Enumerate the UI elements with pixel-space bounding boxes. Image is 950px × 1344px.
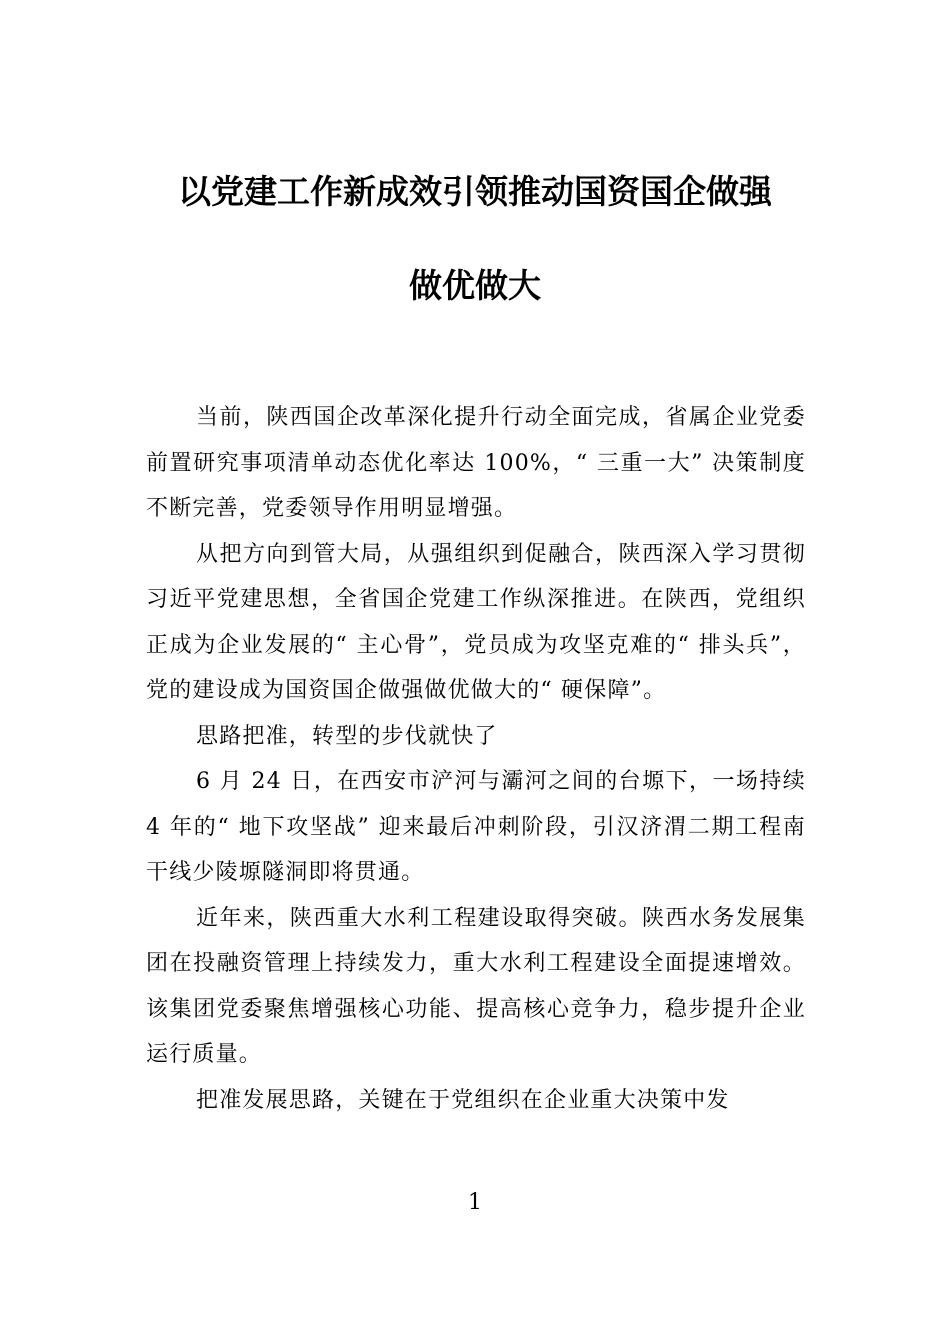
paragraph: 当前，陕西国企改革深化提升行动全面完成，省属企业党委前置研究事项清单动态优化率达 100%，“ 三重一大” 决策制度不断完善，党委领导作用明显增强。 bbox=[146, 405, 806, 521]
document-title-line-1: 以党建工作新成效引领推动国资国企做强 bbox=[178, 172, 772, 211]
document-title-line-2: 做优做大 bbox=[409, 266, 541, 305]
paragraph: 从把方向到管大局，从强组织到促融合，陕西深入学习贯彻习近平党建思想，全省国企党建工作纵深推进。在陕西，党组织正成为企业发展的“ 主心骨”，党员成为攻坚克难的“ 排头兵”，党的建设成为国资国企做强做优做大的“ 硬保障”。 bbox=[146, 541, 806, 703]
paragraph: 6 月 24 日，在西安市浐河与灞河之间的台塬下，一场持续 4 年的“ 地下攻坚战” 迎来最后冲刺阶段，引汉济渭二期工程南干线少陵塬隧洞即将贯通。 bbox=[146, 769, 806, 885]
document-body bbox=[146, 395, 806, 1123]
paragraph: 近年来，陕西重大水利工程建设取得突破。陕西水务发展集团在投融资管理上持续发力，重大水利工程建设全面提速增效。该集团党委聚焦增强核心功能、提高核心竞争力，稳步提升企业运行质量。 bbox=[146, 905, 806, 1067]
page-number: 1 bbox=[468, 1190, 482, 1215]
paragraph: 把准发展思路，关键在于党组织在企业重大决策中发 bbox=[196, 1087, 730, 1113]
section-heading: 思路把准，转型的步伐就快了 bbox=[196, 723, 498, 749]
